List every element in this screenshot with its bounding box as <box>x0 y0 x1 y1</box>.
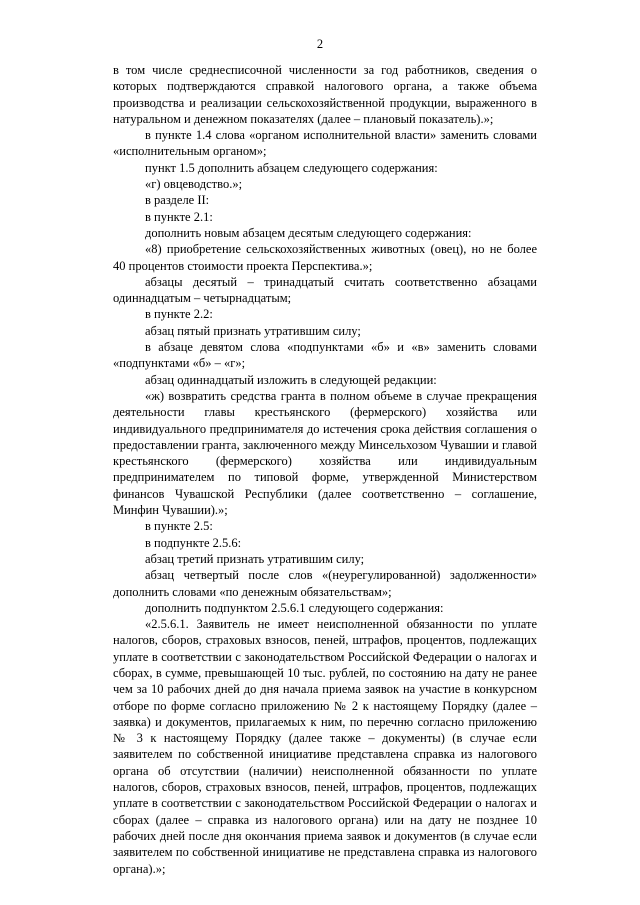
paragraph-2-5-6-1-text: «2.5.6.1. Заявитель не имеет неисполненной обязанности по уплате налогов, сборов, страховых взносов, пеней, штрафов, процентов, подлежащих уплате в соответствии с законодательством Российской Федерации о налогах и сборах, в сумме, превышающей 10 тыс. рублей, по состоянию на дату не ранее чем за 10 рабочих дней до дня начала приема заявок на участие в конкурсном отборе по форме согласно приложению № 2 к настоящему Порядку (далее – заявка) и документов, прилагаемых к ним, по перечню согласно приложению № 3 к настоящему Порядку (далее также – документы) (в случае если заявителем по собственной инициативе представлена справка из налогового органа об отсутствии (наличии) неисполненной обязанности по уплате налогов, сборов, страховых взносов, пеней, штрафов, процентов, подлежащих уплате в соответствии с законодательством Российской Федерации о налогах и сборах (далее – справка из налогового органа) или на дату не позднее 10 рабочих дней после дня окончания приема заявок и документов (в случае если заявителем по собственной инициативе не представлена справка из налогового органа).»; <box>113 617 537 876</box>
paragraph-1-5-amendment: пункт 1.5 дополнить абзацем следующего содержания: <box>145 160 438 175</box>
paragraph-item-zh: «ж) возвратить средства гранта в полном объеме в случае прекращения деятельности главы крестьянского (фермерского) хозяйства или индивидуального предпринимателя до истечения срока действия соглашения о предоставлении гранта, заключенного между Минсельхозом Чувашии и главой крестьянского (фермерского) хозяйства или индивидуальным предпринимателем по типовой форме, утвержденной Министерством финансов Чувашской Республики (далее соответственно – соглашение, Минфин Чувашии).»; <box>113 388 537 518</box>
paragraph-point-2-1: в пункте 2.1: <box>145 209 213 224</box>
paragraph-renumbering: абзацы десятый – тринадцатый считать соответственно абзацами одиннадцатым – четырнадцатым; <box>113 274 537 306</box>
paragraph-continuation: в том числе среднесписочной численности за год работников, сведения о которых подтверждаются справкой налогового органа, а также объема производства и реализации сельскохозяйственной продукции, выраженного в натуральном и денежном показателях (далее – плановый показатель).»; <box>113 63 537 126</box>
page-number: 2 <box>316 37 324 51</box>
paragraph-item-8: «8) приобретение сельскохозяйственных животных (овец), но не более 40 процентов стоимости проекта Перспектива.»; <box>113 242 537 273</box>
paragraph-eleventh-new-edition: абзац одиннадцатый изложить в следующей редакции: <box>145 372 437 387</box>
paragraph-ninth-replace: в абзаце девятом слова «подпунктами «б» и «в» заменить словами «подпунктами «б» – «г»; <box>113 340 537 371</box>
paragraph-subpoint-2-5-6: в подпункте 2.5.6: <box>145 535 242 550</box>
paragraph-section-2: в разделе II: <box>145 193 210 208</box>
paragraph-new-tenth: дополнить новым абзацем десятым следующего содержания: <box>145 225 472 240</box>
paragraph-fourth-amend: абзац четвертый после слов «(неурегулированной) задолженности» дополнить словами «по денежным обязательствам»; <box>113 568 537 599</box>
document-body <box>113 62 537 877</box>
paragraph-sheep-breeding: «г) овцеводство.»; <box>145 177 243 192</box>
paragraph-fifth-void: абзац пятый признать утратившим силу; <box>145 323 361 338</box>
paragraph-point-2-5: в пункте 2.5: <box>145 519 213 534</box>
paragraph-third-void: абзац третий признать утратившим силу; <box>145 551 365 566</box>
paragraph-point-2-2: в пункте 2.2: <box>145 307 213 322</box>
paragraph-add-2-5-6-1: дополнить подпунктом 2.5.6.1 следующего содержания: <box>145 600 444 615</box>
paragraph-1-4-amendment: в пункте 1.4 слова «органом исполнительной власти» заменить словами «исполнительным органом»; <box>113 128 537 159</box>
